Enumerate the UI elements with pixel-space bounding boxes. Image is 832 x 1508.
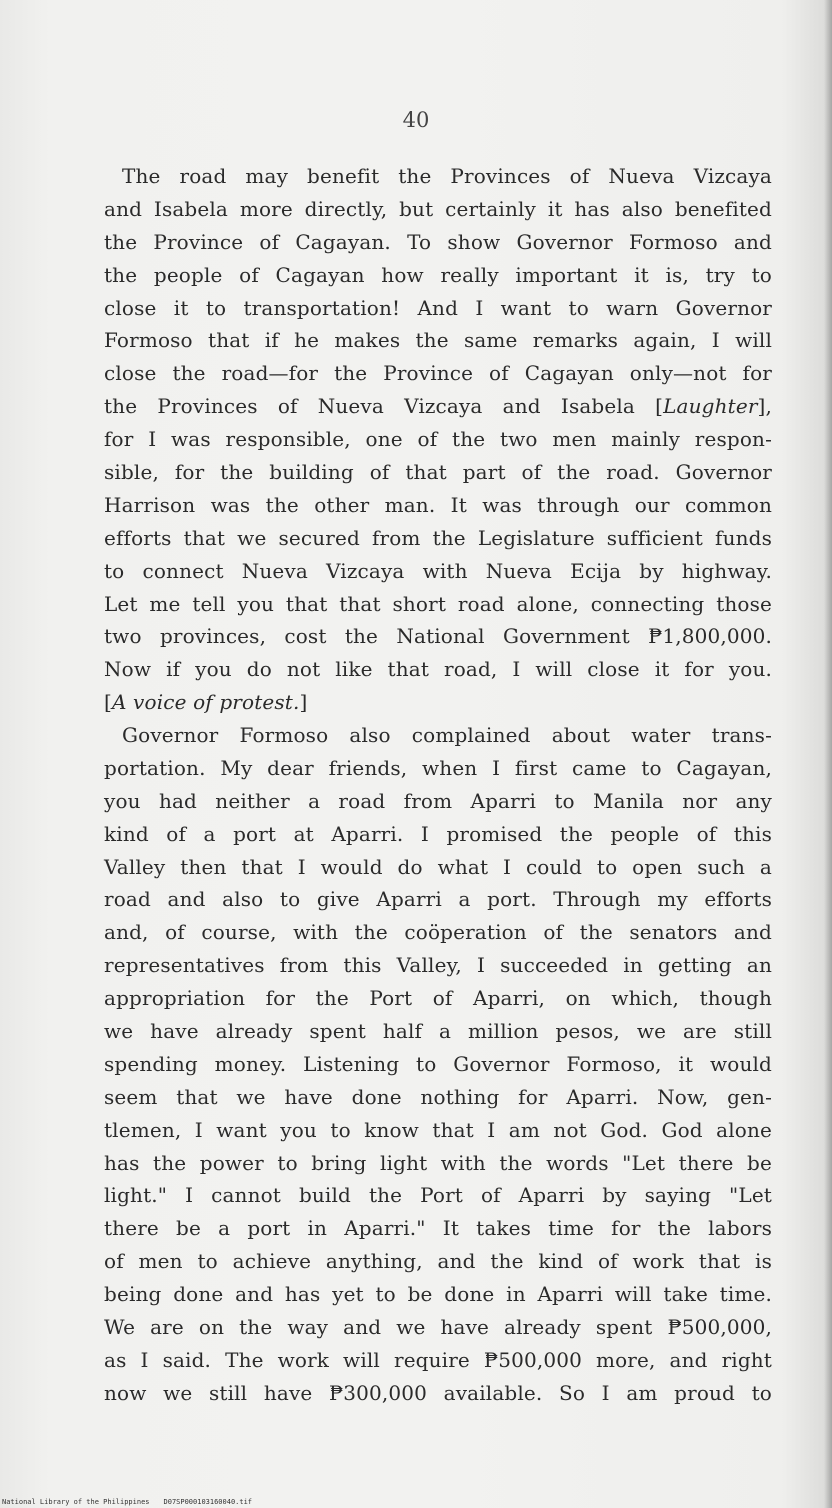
text-line: and, of course, with the coöperation of the senators and bbox=[104, 920, 772, 945]
text-line: being done and has yet to be done in Aparri will take time. bbox=[104, 1282, 772, 1307]
text-line: spending money. Listening to Governor Formoso, it would bbox=[104, 1051, 772, 1076]
text-line: to connect Nueva Vizcaya with Nueva Ecija by highway. bbox=[104, 558, 772, 583]
text-line: we have already spent half a million pesos, we are still bbox=[104, 1019, 772, 1044]
text-line-start: the Provinces of Nueva Vizcaya and Isabela [ bbox=[104, 394, 664, 419]
annotation-open: [ bbox=[104, 690, 112, 715]
text-line-laughter bbox=[104, 390, 772, 423]
page-number: 40 bbox=[402, 108, 430, 132]
text-line: close the road—for the Province of Cagayan only—not for bbox=[104, 361, 772, 386]
text-line: light." I cannot build the Port of Aparri by saying "Let bbox=[104, 1183, 772, 1208]
annotation-close: ], bbox=[757, 394, 772, 419]
paragraph-2 bbox=[104, 719, 772, 1410]
text-line: sible, for the building of that part of the road. Governor bbox=[104, 460, 772, 485]
text-line: Now if you do not like that road, I will close it for you. bbox=[104, 657, 772, 682]
text-line: seem that we have done nothing for Aparri. Now, gen- bbox=[104, 1084, 772, 1109]
text-line: The road may benefit the Provinces of Nueva Vizcaya bbox=[122, 164, 772, 188]
laughter-annotation: Laughter bbox=[663, 394, 758, 419]
text-line: the people of Cagayan how really important it is, try to bbox=[104, 262, 772, 287]
text-line: Harrison was the other man. It was through our common bbox=[104, 492, 772, 517]
page-edge-shadow bbox=[824, 0, 832, 1508]
text-line: there be a port in Aparri." It takes time for the labors bbox=[104, 1216, 772, 1241]
text-line: Valley then that I would do what I could to open such a bbox=[104, 854, 772, 879]
annotation-close: ] bbox=[299, 690, 308, 715]
text-line: for I was responsible, one of the two men mainly respon- bbox=[104, 427, 772, 452]
text-line: and Isabela more directly, but certainly it has also benefited bbox=[104, 196, 772, 221]
text-line: portation. My dear friends, when I first came to Cagayan, bbox=[104, 755, 772, 780]
text-line: has the power to bring light with the words "Let there be bbox=[104, 1150, 772, 1175]
text-line: tlemen, I want you to know that I am not God. God alone bbox=[104, 1117, 772, 1142]
paragraph-1 bbox=[104, 160, 772, 719]
scan-footer bbox=[2, 1498, 252, 1506]
library-credit: National Library of the Philippines bbox=[2, 1498, 150, 1506]
text-line: close it to transportation! And I want to warn Governor bbox=[104, 295, 772, 320]
text-line: Governor Formoso also complained about water trans- bbox=[122, 723, 772, 747]
text-line: now we still have ₱300,000 available. So I am proud to bbox=[104, 1380, 772, 1405]
text-line: Formoso that if he makes the same remarks again, I will bbox=[104, 328, 772, 353]
text-line: two provinces, cost the National Government ₱1,800,000. bbox=[104, 624, 772, 649]
text-line: you had neither a road from Aparri to Manila nor any bbox=[104, 788, 772, 813]
text-line: of men to achieve anything, and the kind of work that is bbox=[104, 1249, 772, 1274]
text-line: appropriation for the Port of Aparri, on which, though bbox=[104, 986, 772, 1011]
text-line: We are on the way and we have already spent ₱500,000, bbox=[104, 1315, 772, 1340]
text-line: as I said. The work will require ₱500,000 more, and right bbox=[104, 1347, 772, 1372]
text-line: representatives from this Valley, I succeeded in getting an bbox=[104, 953, 772, 978]
file-name: D07SP000103160040.tif bbox=[163, 1498, 253, 1506]
text-line: Let me tell you that that short road alone, connecting those bbox=[104, 591, 772, 616]
text-line: efforts that we secured from the Legislature sufficient funds bbox=[104, 525, 772, 550]
voice-annotation: A voice of protest. bbox=[111, 690, 300, 715]
text-line: the Province of Cagayan. To show Governor Formoso and bbox=[104, 229, 772, 254]
voice-annotation-line bbox=[104, 686, 772, 719]
text-line: road and also to give Aparri a port. Through my efforts bbox=[104, 887, 772, 912]
text-line: kind of a port at Aparri. I promised the people of this bbox=[104, 821, 772, 846]
